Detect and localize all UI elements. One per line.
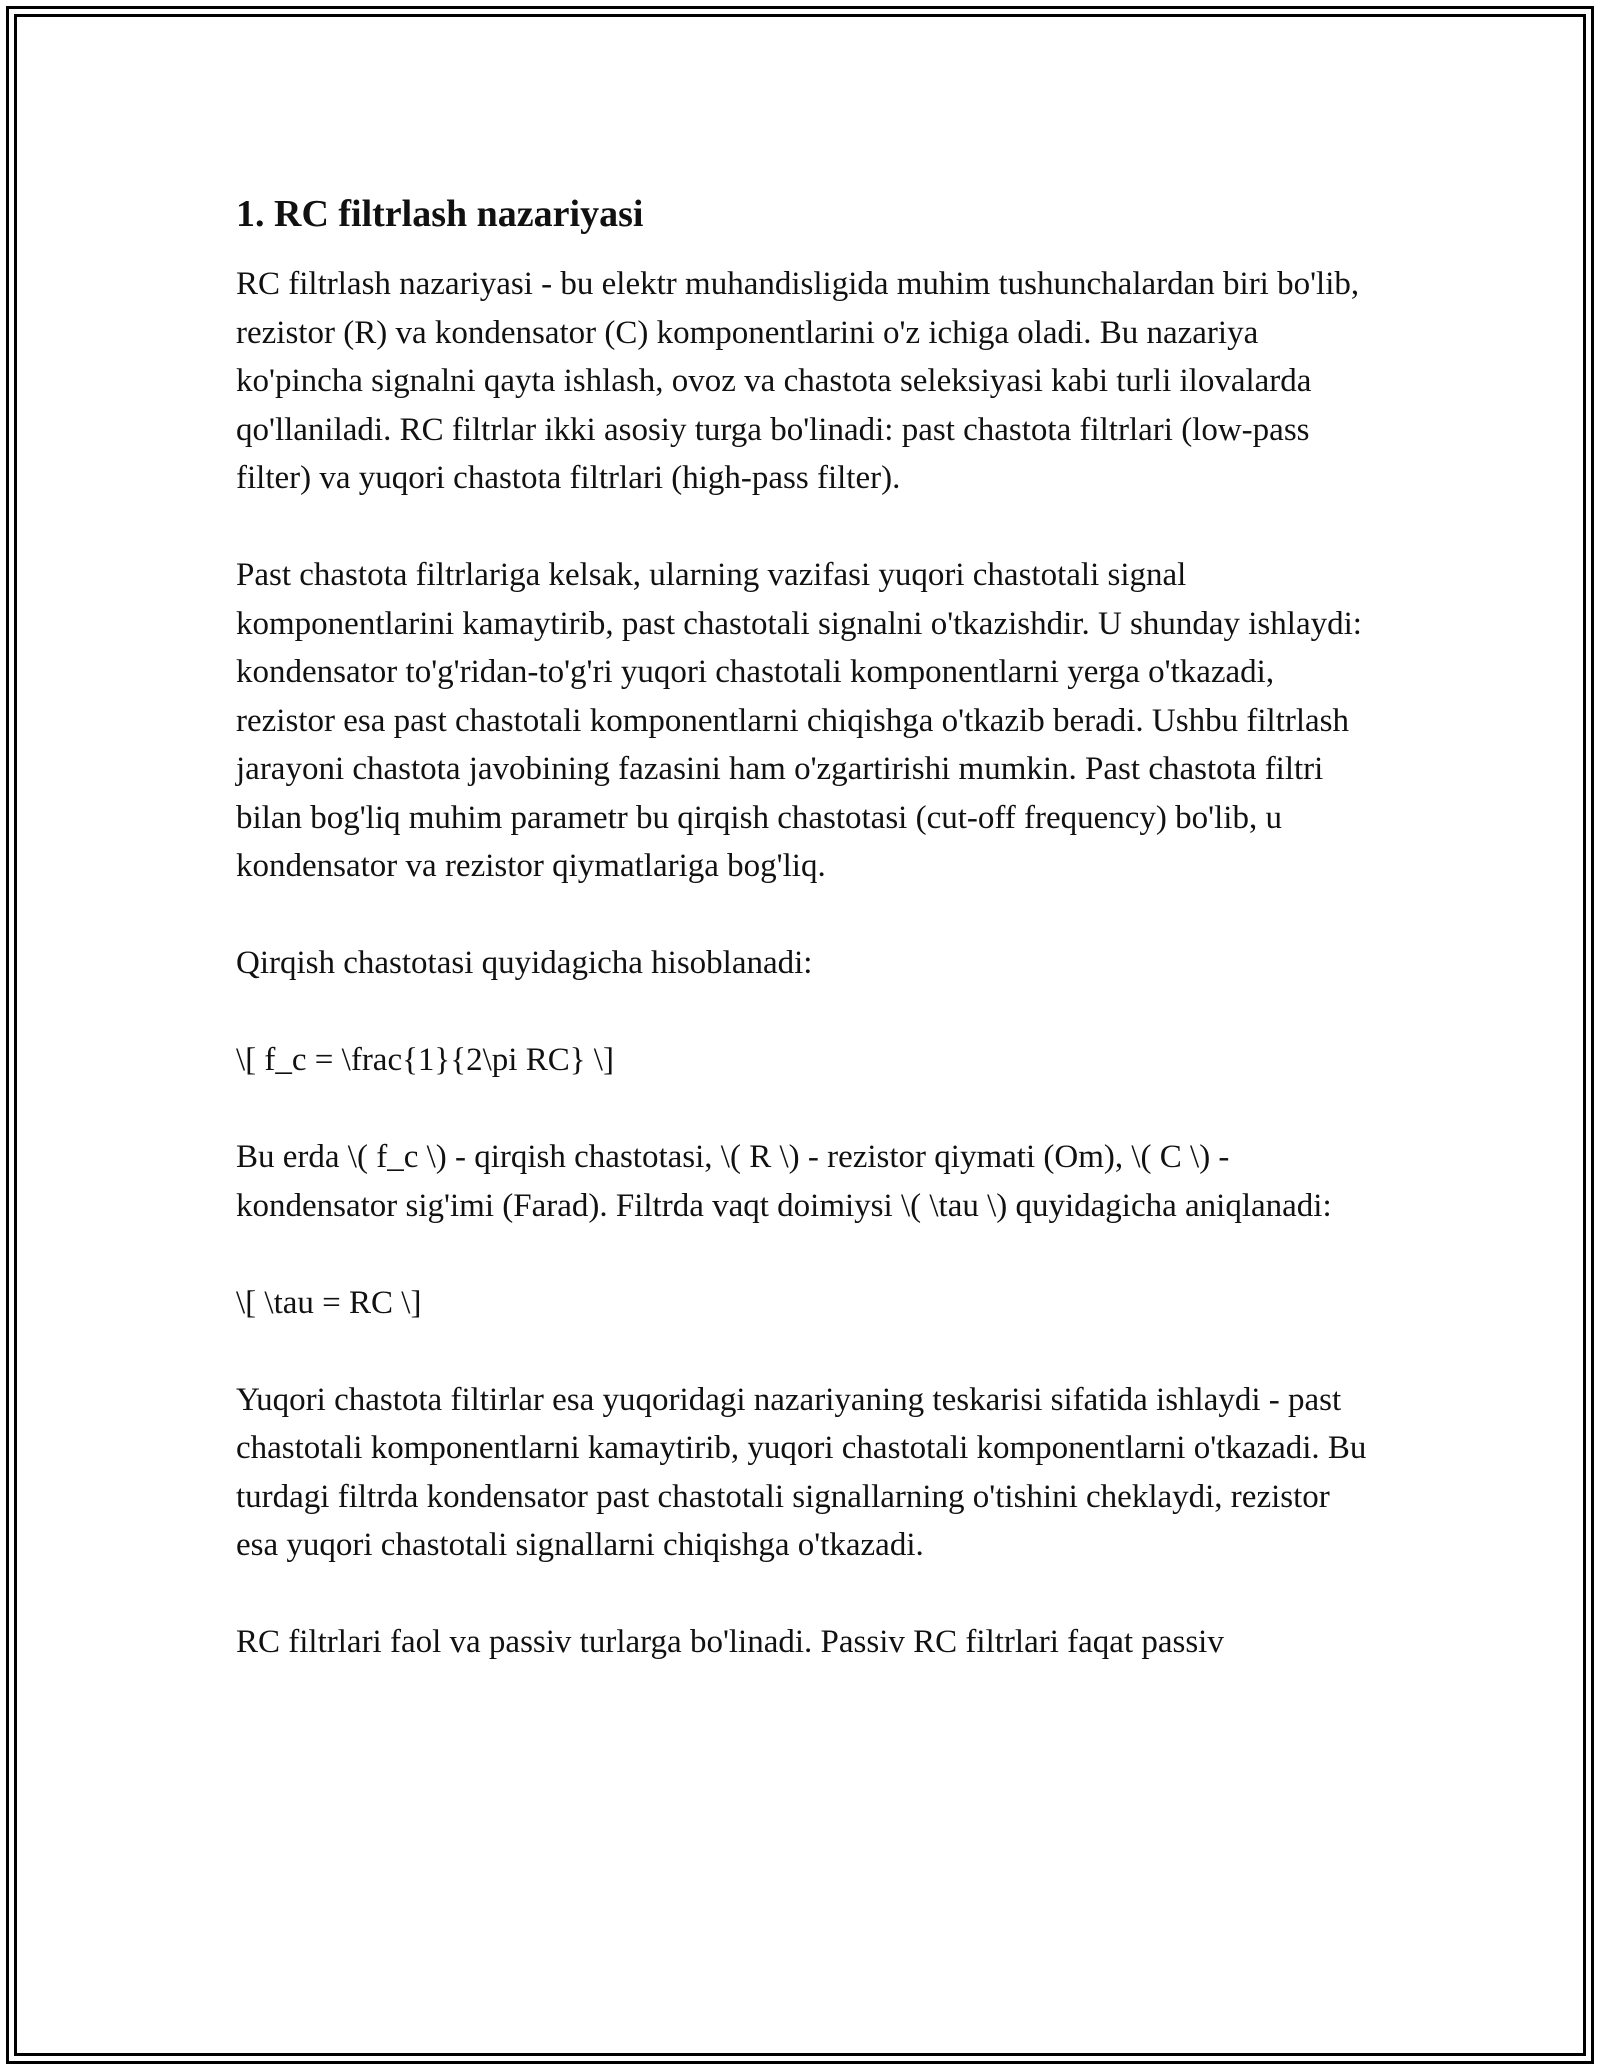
- paragraph-cutoff-intro: Qirqish chastotasi quyidagicha hisoblanadi:: [236, 945, 813, 981]
- paragraph-active-passive: RC filtrlari faol va passiv turlarga bo'linadi. Passiv RC filtrlari faqat passiv: [236, 1624, 1224, 1660]
- formula-time-constant: \[ \tau = RC \]: [236, 1284, 422, 1321]
- paragraph-low-pass: Past chastota filtrlariga kelsak, ularning vazifasi yuqori chastotali signal komponentlarini kamaytirib, past chastotali signalni o'tkazishdir. U shunday ishlaydi: kondensator to'g'ridan-to'g'ri yuqori chastotali komponentlarni yerga o'tkazadi, rezistor esa past chastotali komponentlarni chiqishga o'tkazib beradi. Ushbu filtrlash jarayoni chastota javobining fazasini ham o'zgartirishi mumkin. Past chastota filtri bilan bog'liq muhim parametr bu qirqish chastotasi (cut-off frequency) bo'lib, u kondensator va rezistor qiymatlariga bog'liq.: [236, 557, 1362, 884]
- paragraph-variables: Bu erda \( f_c \) - qirqish chastotasi, \( R \) - rezistor qiymati (Om), \( C \) - kondensator sig'imi (Farad). Filtrda vaqt doimiysi \( \tau \) quyidagicha aniqlanadi:: [236, 1139, 1332, 1224]
- paragraph-high-pass: Yuqori chastota filtirlar esa yuqoridagi nazariyaning teskarisi sifatida ishlaydi - past chastotali komponentlarni kamaytirib, yuqori chastotali komponentlarni o'tkazadi. Bu turdagi filtrda kondensator past chastotali signallarning o'tishini cheklaydi, rezistor esa yuqori chastotali signallarni chiqishga o'tkazadi.: [236, 1381, 1367, 1563]
- document-body: [236, 190, 1376, 1667]
- paragraph-intro: RC filtrlash nazariyasi - bu elektr muhandisligida muhim tushunchalardan biri bo'lib, rezistor (R) va kondensator (C) komponentlarini o'z ichiga oladi. Bu nazariya ko'pincha signalni qayta ishlash, ovoz va chastota seleksiyasi kabi turli ilovalarda qo'llaniladi. RC filtrlar ikki asosiy turga bo'linadi: past chastota filtrlari (low-pass filter) va yuqori chastota filtrlari (high-pass filter).: [236, 266, 1360, 496]
- formula-cutoff-frequency: \[ f_c = \frac{1}{2\pi RC} \]: [236, 1042, 614, 1078]
- section-heading: 1. RC filtrlash nazariyasi: [236, 193, 644, 235]
